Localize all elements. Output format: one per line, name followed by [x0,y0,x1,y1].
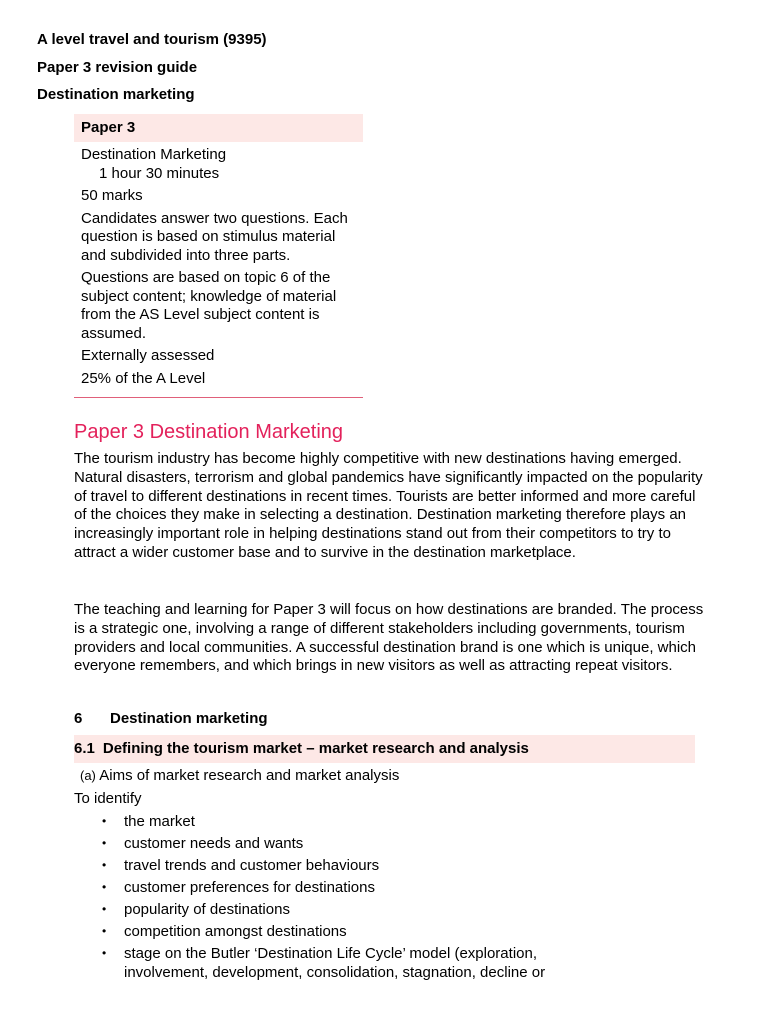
list-item [102,922,702,941]
section-title: Paper 3 Destination Marketing [74,421,344,443]
bullet-icon: • [102,946,107,960]
list-item [102,900,702,919]
intro-paragraph: The tourism industry has become highly competitive with new destinations having emerged. Natural disasters, terrorism and global pandemics have significantly impacted on the popularity of travel to different destinations in recent times. Tourists are better informed and more careful of the choices they make in selecting a destination. Destination marketing therefore plays an increasingly important role in helping destinations stand out from their competitors to try to attract a wider customer base and to survive in the destination marketplace. [74,450,703,561]
subtopic-label: Defining the tourism market – market research and analysis [102,740,529,757]
paper-info-box [74,114,363,398]
bullet-icon: • [102,924,107,938]
topic-heading [74,710,268,727]
topic-label: Destination marketing [110,710,268,727]
list-item [102,856,702,875]
bullet-icon: • [102,880,107,894]
aims-list [102,812,702,985]
bullet-icon: • [102,902,107,916]
list-item-text: customer needs and wants [124,835,304,852]
teaching-paragraph: The teaching and learning for Paper 3 will focus on how destinations are branded. The process is a strategic one, involving a range of different stakeholders including governments, tourism providers and local communities. A successful destination brand is one which is unique, which everyone remembers, and which brings in new visitors as well as attracting repeat visitors. [74,601,704,675]
list-item [102,878,702,897]
subtopic-number: 6.1 [74,740,95,757]
list-item-text: stage on the Butler ‘Destination Life Cycle’ model (exploration, involvement, development, consolidation, stagnation, decline or [124,945,546,981]
paper-info-row: 25% of the A Level [81,369,206,387]
aims-intro: To identify [74,790,142,807]
aims-heading [80,767,399,784]
list-item [102,944,564,982]
list-item-text: the market [124,813,195,830]
duration: 1 hour 30 minutes [99,164,220,182]
aims-label: Aims of market research and market analysis [99,767,400,784]
list-item [102,834,702,853]
list-item-text: customer preferences for destinations [124,879,375,896]
bullet-icon: • [102,858,107,872]
paper-info-title: Paper 3 [74,114,363,142]
doc-subtitle: Paper 3 revision guide [37,59,198,76]
doc-title: A level travel and tourism (9395) [37,31,267,48]
component-name: Destination Marketing [81,146,227,163]
paper-info-row: 50 marks [81,187,143,204]
bullet-icon: • [102,836,107,850]
bullet-icon: • [102,814,107,828]
topic-number: 6 [74,710,83,727]
paper-info-row: Candidates answer two questions. Each question is based on stimulus material and subdivided into three parts. [81,209,348,264]
paper-info-row: Questions are based on topic 6 of the subject content; knowledge of material from the AS Level subject content is assumed. [81,269,337,342]
paper-info-row: Externally assessed [81,347,215,364]
list-item-text: popularity of destinations [124,901,290,918]
paper-info-row [81,146,359,183]
list-item-text: competition amongst destinations [124,923,347,940]
paper-info-body [74,142,363,397]
aims-letter: (a) [80,768,96,783]
subtopic-heading [74,735,695,763]
doc-topic-title: Destination marketing [37,86,195,103]
list-item [102,812,702,831]
list-item-text: travel trends and customer behaviours [124,857,380,874]
